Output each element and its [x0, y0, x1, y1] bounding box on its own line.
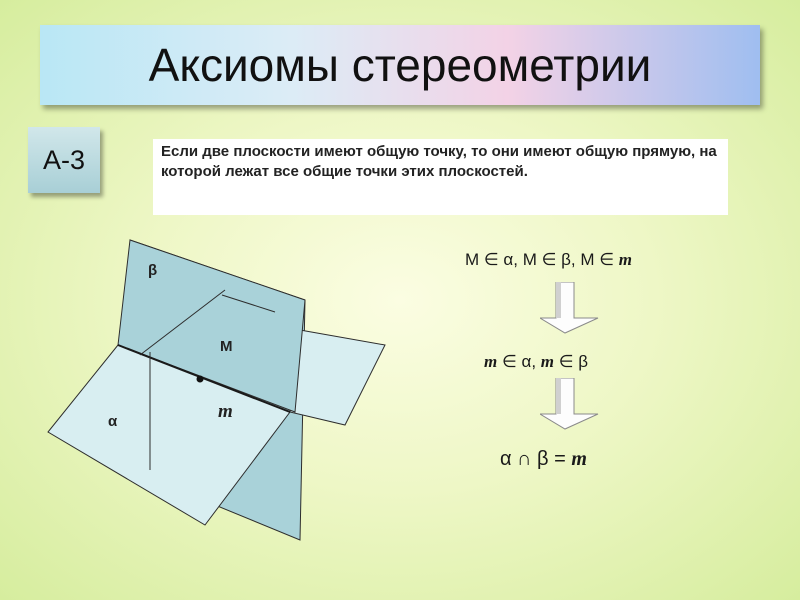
- arrow-down-2: [540, 378, 600, 430]
- point-m-dot: [197, 376, 204, 383]
- formula-membership: [465, 250, 632, 270]
- formula-intersection: [500, 448, 587, 471]
- formula-2-mid: ∈ α,: [497, 352, 541, 371]
- formula-2-end: ∈ β: [554, 352, 589, 371]
- beta-label: β: [148, 262, 158, 279]
- plane-alpha-right: [290, 330, 385, 425]
- axiom-label-badge: А-3: [28, 127, 100, 193]
- formula-1-var: m: [618, 250, 632, 269]
- formula-3-var: m: [571, 448, 587, 470]
- formula-line-in-planes: [484, 352, 588, 372]
- arrow-down-1: [540, 282, 600, 334]
- formula-2-var-2: m: [540, 352, 554, 371]
- axiom-statement: Если две плоскости имеют общую точку, то они имеют общую прямую, на которой лежат все общие точки этих плоскостей.: [153, 139, 728, 215]
- formula-1-text: М ∈ α, М ∈ β, М ∈: [465, 250, 619, 269]
- line-m-label: m: [218, 401, 233, 422]
- formula-2-var-1: m: [484, 352, 498, 371]
- formula-3-text: α ∩ β =: [500, 448, 572, 470]
- slide-title: Аксиомы стереометрии: [148, 39, 652, 91]
- alpha-label: α: [108, 413, 118, 430]
- point-m-label: М: [220, 338, 233, 355]
